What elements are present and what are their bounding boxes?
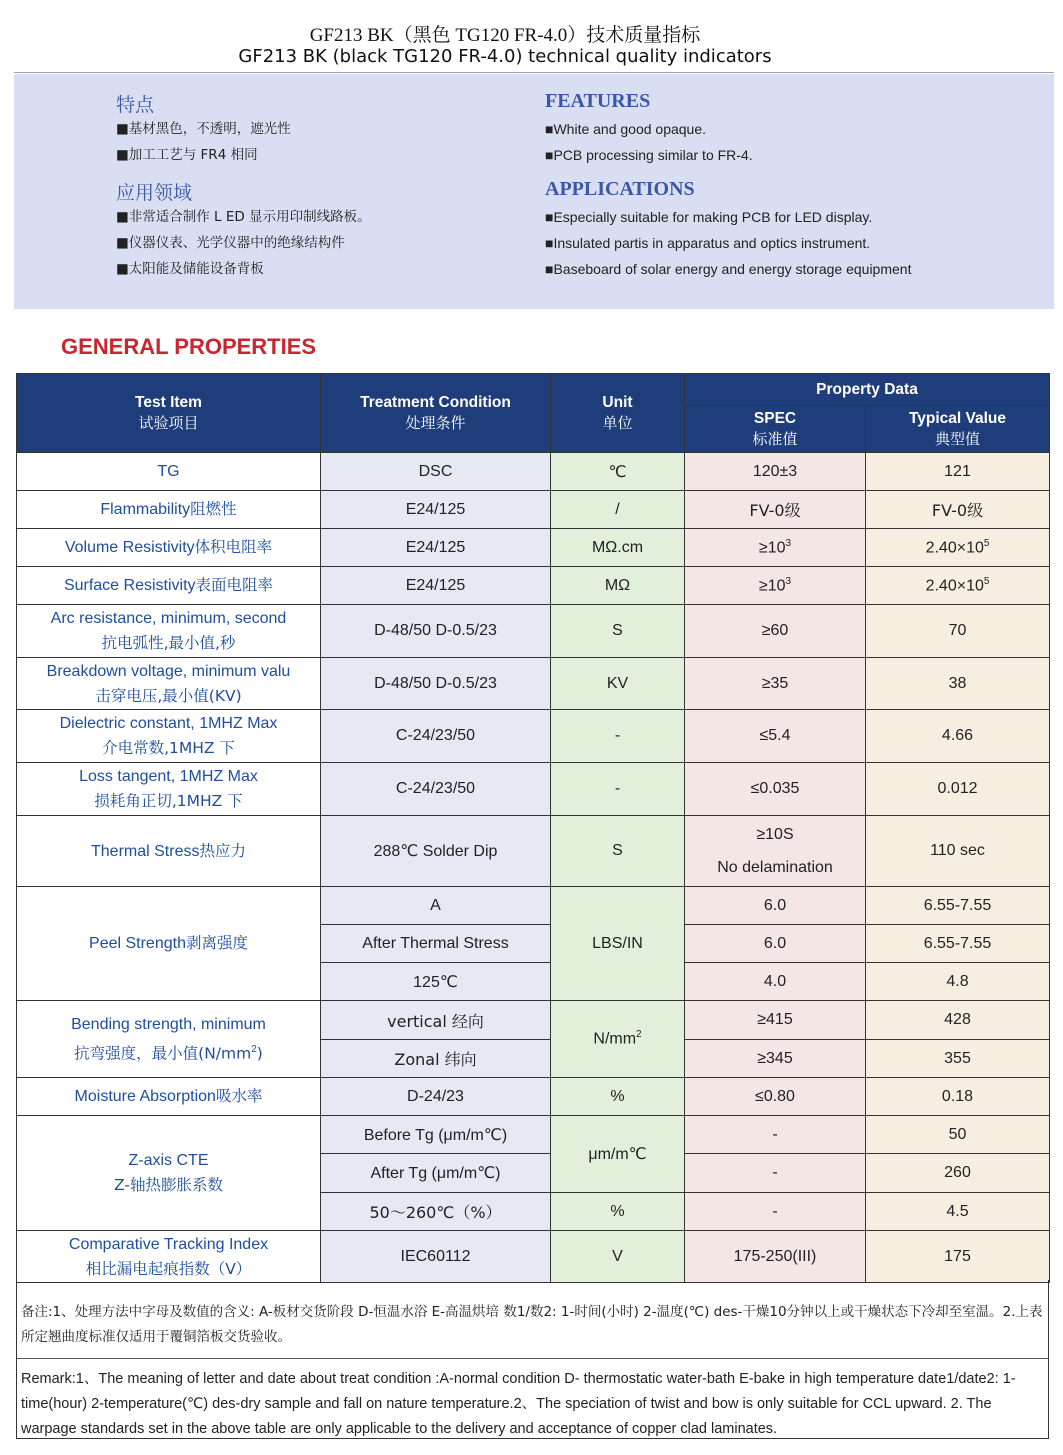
features-heading-en: FEATURES — [545, 90, 651, 112]
cell-spec: ≤0.035 — [685, 763, 866, 816]
cell-typical: 38 — [866, 658, 1050, 710]
features-column-cn — [116, 90, 371, 282]
cell-typical: 355 — [866, 1040, 1050, 1078]
cell-item: Peel Strength剥离强度 — [17, 887, 321, 1001]
cell-unit: LBS/IN — [551, 887, 685, 1001]
cell-item: Breakdown voltage, minimum valu 击穿电压,最小值(KV) — [17, 658, 321, 710]
header-unit: Unit 单位 — [551, 374, 685, 453]
title-divider — [14, 72, 1054, 73]
features-panel — [14, 74, 1054, 309]
application-item-en: ■Especially suitable for making PCB for LED display. — [545, 209, 873, 225]
notes-box — [16, 1280, 1049, 1439]
cell-spec: FV-0级 — [685, 491, 866, 529]
feature-item-cn: ■加工工艺与 FR4 相同 — [116, 147, 258, 163]
table-row — [17, 658, 1050, 710]
table-row — [17, 763, 1050, 816]
cell-condition: C-24/23/50 — [321, 763, 551, 816]
applications-heading-cn: 应用领域 — [116, 182, 193, 204]
cell-item: Volume Resistivity体积电阻率 — [17, 529, 321, 567]
cell-spec: ≤0.80 — [685, 1078, 866, 1116]
cell-unit: % — [551, 1078, 685, 1116]
cell-condition: E24/125 — [321, 567, 551, 605]
cell-condition: D-48/50 D-0.5/23 — [321, 658, 551, 710]
cell-typical: 6.55-7.55 — [866, 887, 1050, 925]
header-treatment: Treatment Condition 处理条件 — [321, 374, 551, 453]
header-property-data: Property Data — [685, 374, 1050, 406]
application-item-cn: ■太阳能及储能设备背板 — [116, 261, 264, 277]
cell-typical: 0.012 — [866, 763, 1050, 816]
cell-condition: 125℃ — [321, 963, 551, 1001]
cell-unit: MΩ.cm — [551, 529, 685, 567]
features-column-en — [545, 90, 911, 282]
cell-condition: 50～260℃（%） — [321, 1193, 551, 1231]
cell-typical: 4.66 — [866, 710, 1050, 763]
cell-typical: 121 — [866, 453, 1050, 491]
cell-spec: 175-250(III) — [685, 1231, 866, 1283]
cell-condition: E24/125 — [321, 529, 551, 567]
features-heading-cn: 特点 — [116, 94, 155, 116]
cell-spec: ≥35 — [685, 658, 866, 710]
cell-typical: $2.40\times 10^5$ — [866, 529, 1050, 567]
feature-item-en: ■White and good opaque. — [545, 121, 707, 137]
cell-typical: 428 — [866, 1001, 1050, 1040]
application-item-cn: ■仪器仪表、光学仪器中的绝缘结构件 — [116, 235, 345, 251]
table-row — [17, 491, 1050, 529]
cell-typical: 110 sec — [866, 816, 1050, 887]
application-item-en: ■Baseboard of solar energy and energy storage equipment — [545, 261, 912, 277]
page-title-en: GF213 BK (black TG120 FR-4.0) technical quality indicators — [238, 46, 772, 67]
table-row — [17, 887, 1050, 925]
cell-unit: MΩ — [551, 567, 685, 605]
general-properties-title: GENERAL PROPERTIES — [61, 334, 317, 359]
cell-unit: % — [551, 1193, 685, 1231]
table-row — [17, 1116, 1050, 1154]
cell-typical: 4.8 — [866, 963, 1050, 1001]
cell-spec: ≥415 — [685, 1001, 866, 1040]
cell-unit: / — [551, 491, 685, 529]
cell-typical: $2.40\times 10^5$ — [866, 567, 1050, 605]
cell-item: Flammability阻燃性 — [17, 491, 321, 529]
cell-item: Arc resistance, minimum, second 抗电弧性,最小值,秒 — [17, 605, 321, 658]
application-item-cn: ■非常适合制作 L ED 显示用印制线路板。 — [116, 209, 371, 225]
cell-spec: ≥60 — [685, 605, 866, 658]
feature-item-en: ■PCB processing similar to FR-4. — [545, 147, 753, 163]
cell-typical: 0.18 — [866, 1078, 1050, 1116]
header-typical: Typical Value 典型值 — [866, 406, 1050, 453]
note-cn: 备注:1、处理方法中字母及数值的含义: A-板材交货阶段 D-恒温水浴 E-高温烘培 数1/数2: 1-时间(小时) 2-温度(℃) des-干燥10分钟以上或干燥状态下冷却至室温。2.上表所定翘曲度标准仅适用于覆铜箔板交货验收。 — [21, 1304, 1043, 1345]
cell-typical: 260 — [866, 1154, 1050, 1193]
cell-spec: ≥345 — [685, 1040, 866, 1078]
cell-condition: After Thermal Stress — [321, 925, 551, 963]
header-spec: SPEC 标准值 — [685, 406, 866, 453]
table-row — [17, 1231, 1050, 1283]
cell-item: Loss tangent, 1MHZ Max 损耗角正切,1MHZ 下 — [17, 763, 321, 816]
feature-item-cn: ■基材黑色，不透明，遮光性 — [116, 121, 291, 137]
application-item-en: ■Insulated partis in apparatus and optics instrument. — [545, 235, 871, 251]
table-row — [17, 710, 1050, 763]
cell-typical: 4.5 — [866, 1193, 1050, 1231]
cell-condition: vertical 经向 — [321, 1001, 551, 1040]
cell-unit: S — [551, 816, 685, 887]
cell-spec: 120±3 — [685, 453, 866, 491]
table-row — [17, 1001, 1050, 1040]
note-en: Remark:1、The meaning of letter and date about treat condition :A-normal condition D- thermostatic water-bath E-bake in high temperature date1/date2: 1-time(hour) 2-temperature(℃) des-dry sample and fall on nature temperature.2、The speciation of twist and bow is only suitable for CCL upward. 2. The warpage standards set in the above table are only applicable to the delivery and acceptance of copper clad laminates. — [21, 1371, 1016, 1437]
cell-item: Moisture Absorption吸水率 — [17, 1078, 321, 1116]
cell-spec: 6.0 — [685, 887, 866, 925]
cell-spec: - — [685, 1154, 866, 1193]
table-row — [17, 529, 1050, 567]
cell-spec: - — [685, 1193, 866, 1231]
cell-spec: 6.0 — [685, 925, 866, 963]
table-row — [17, 605, 1050, 658]
header-test-item: Test Item 试验项目 — [17, 374, 321, 453]
cell-spec: ≥10S No delamination — [685, 816, 866, 887]
cell-unit: S — [551, 605, 685, 658]
cell-item: Surface Resistivity表面电阻率 — [17, 567, 321, 605]
table-row — [17, 453, 1050, 491]
cell-condition: D-24/23 — [321, 1078, 551, 1116]
cell-typical: 175 — [866, 1231, 1050, 1283]
cell-condition: DSC — [321, 453, 551, 491]
cell-condition: Zonal 纬向 — [321, 1040, 551, 1078]
cell-unit: - — [551, 763, 685, 816]
cell-spec: ≤5.4 — [685, 710, 866, 763]
cell-typical: 50 — [866, 1116, 1050, 1154]
table-row — [17, 567, 1050, 605]
table-row — [17, 816, 1050, 887]
cell-condition: After Tg (μm/m℃) — [321, 1154, 551, 1193]
cell-item: Dielectric constant, 1MHZ Max 介电常数,1MHZ 下 — [17, 710, 321, 763]
cell-spec: $\ge 10^3$ — [685, 567, 866, 605]
cell-condition: 288℃ Solder Dip — [321, 816, 551, 887]
properties-table — [16, 373, 1050, 1283]
cell-item: Bending strength, minimum 抗弯强度，最小值$(N/mm^2)$ — [17, 1001, 321, 1078]
cell-condition: D-48/50 D-0.5/23 — [321, 605, 551, 658]
cell-typical: 6.55-7.55 — [866, 925, 1050, 963]
cell-typical: 70 — [866, 605, 1050, 658]
cell-item: Z-axis CTE Z-轴热膨胀系数 — [17, 1116, 321, 1231]
cell-condition: C-24/23/50 — [321, 710, 551, 763]
cell-unit: KV — [551, 658, 685, 710]
cell-unit: - — [551, 710, 685, 763]
cell-unit: μm/m℃ — [551, 1116, 685, 1193]
cell-spec: 4.0 — [685, 963, 866, 1001]
cell-spec: - — [685, 1116, 866, 1154]
cell-typical: FV-0级 — [866, 491, 1050, 529]
cell-item: TG — [17, 453, 321, 491]
cell-item: Thermal Stress热应力 — [17, 816, 321, 887]
page-title-cn: GF213 BK（黑色 TG120 FR-4.0）技术质量指标 — [309, 25, 701, 46]
cell-unit: ℃ — [551, 453, 685, 491]
applications-heading-en: APPLICATIONS — [545, 178, 695, 200]
cell-unit: V — [551, 1231, 685, 1283]
cell-condition: A — [321, 887, 551, 925]
cell-condition: IEC60112 — [321, 1231, 551, 1283]
cell-unit: $N/mm^2$ — [551, 1001, 685, 1078]
cell-condition: E24/125 — [321, 491, 551, 529]
cell-spec: $\ge 10^3$ — [685, 529, 866, 567]
table-row — [17, 1078, 1050, 1116]
cell-item: Comparative Tracking Index 相比漏电起痕指数（V） — [17, 1231, 321, 1283]
cell-condition: Before Tg (μm/m℃) — [321, 1116, 551, 1154]
